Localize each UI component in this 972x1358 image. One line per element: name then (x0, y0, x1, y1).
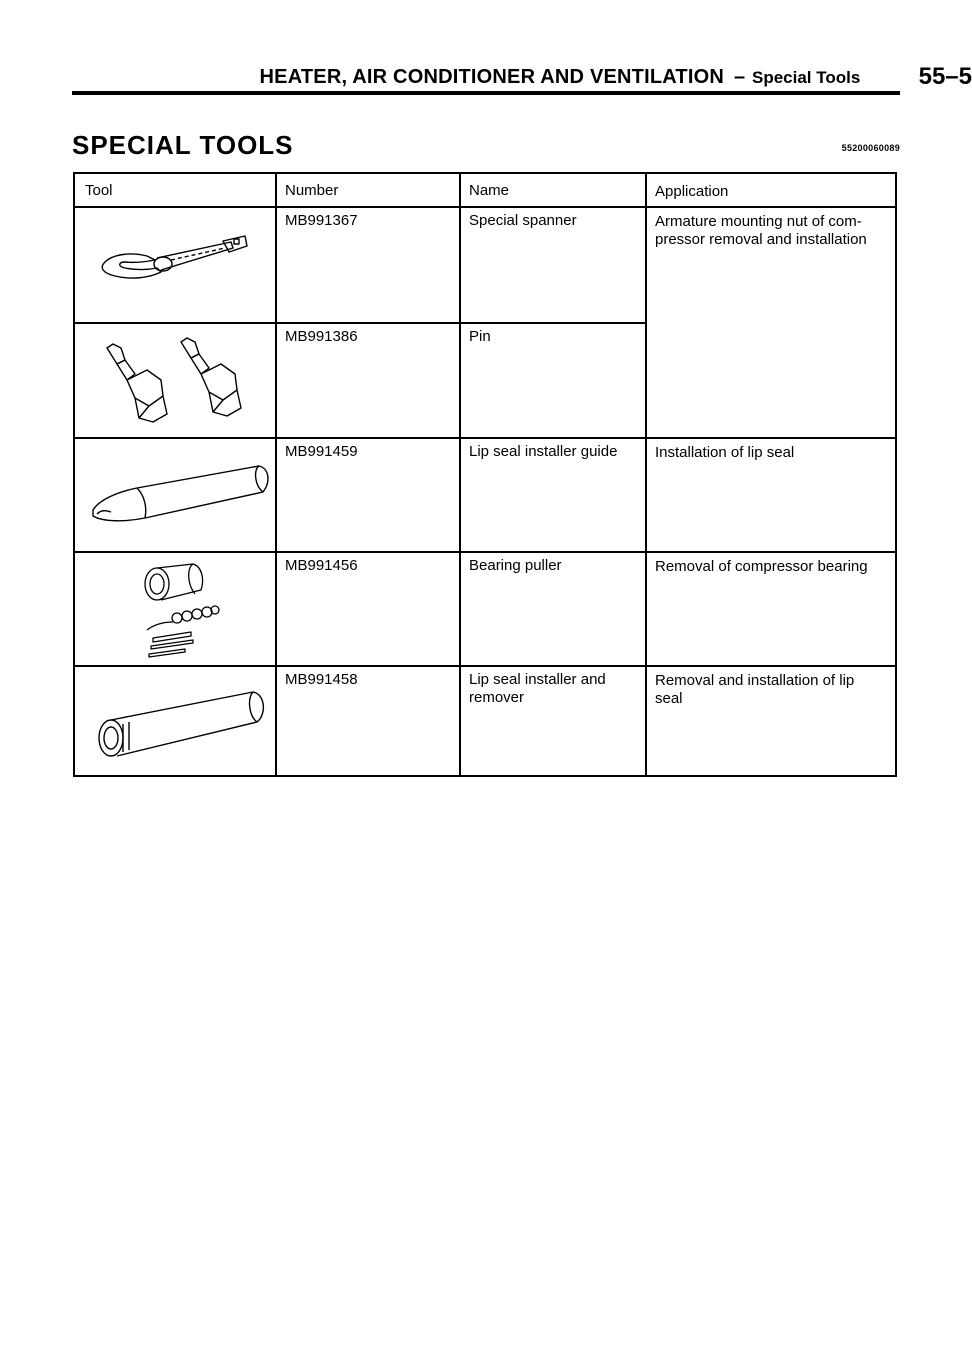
row-divider (75, 322, 646, 324)
tool-application: Armature mounting nut of com- pressor removal and installation (655, 213, 867, 248)
tool-name: Lip seal installer and remover (469, 671, 606, 706)
row-divider (75, 551, 895, 553)
column-divider (459, 174, 461, 775)
bearing-puller-icon (135, 554, 245, 664)
special-spanner-icon (95, 232, 265, 298)
running-header (72, 62, 972, 92)
header-section-title: HEATER, AIR CONDITIONER AND VENTILATION (259, 66, 724, 88)
document-code: 55200060089 (841, 143, 900, 153)
tool-number: MB991456 (285, 557, 358, 574)
header-rule (72, 91, 900, 95)
column-header-name: Name (469, 182, 510, 199)
header-dash: – (734, 66, 746, 88)
column-divider (645, 174, 647, 775)
header-row-divider (75, 206, 895, 208)
tool-application: Removal of compressor bearing (655, 558, 868, 575)
row-divider (75, 437, 895, 439)
special-tools-table (73, 172, 897, 777)
pin-icon (95, 334, 265, 424)
tool-name: Pin (469, 328, 491, 345)
column-header-number: Number (285, 182, 339, 199)
tool-application: Removal and installation of lip seal (655, 672, 855, 707)
tool-name: Bearing puller (469, 557, 562, 574)
header-subsection: Special Tools (752, 68, 861, 87)
tool-number: MB991367 (285, 212, 358, 229)
column-divider (275, 174, 277, 775)
tool-number: MB991458 (285, 671, 358, 688)
tool-application: Installation of lip seal (655, 444, 795, 461)
page-number: 55–5 (918, 63, 972, 90)
tool-name: Lip seal installer guide (469, 443, 618, 460)
page-title: SPECIAL TOOLS (72, 130, 294, 160)
lip-seal-installer-guide-icon (83, 452, 273, 528)
row-divider (75, 665, 895, 667)
lip-seal-installer-remover-icon (89, 682, 269, 762)
column-header-application: Application (655, 183, 729, 200)
tool-number: MB991459 (285, 443, 358, 460)
column-header-tool: Tool (85, 182, 113, 199)
tool-number: MB991386 (285, 328, 358, 345)
tool-name: Special spanner (469, 212, 577, 229)
